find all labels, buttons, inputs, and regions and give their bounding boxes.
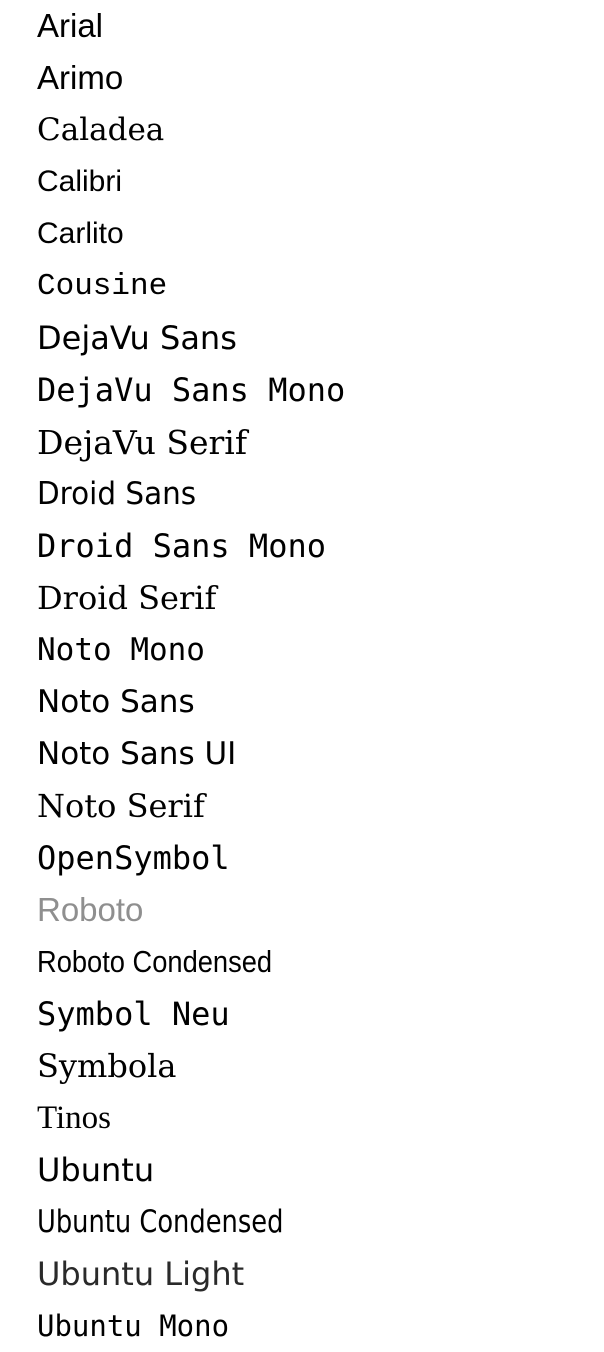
- font-name-arimo: Arimo: [37, 59, 124, 96]
- font-list-item-noto-serif: [0, 780, 604, 832]
- font-list-item-noto-sans-ui: [0, 728, 604, 780]
- font-name-dejavu-sans: DejaVu Sans: [37, 319, 237, 357]
- font-name-ubuntu-mono: Ubuntu Mono: [37, 1309, 230, 1343]
- font-list-item-droid-sans: [0, 468, 604, 520]
- font-name-tinos: Tinos: [37, 1099, 112, 1136]
- font-name-calibri: Calibri: [37, 165, 123, 198]
- font-list-item-opensymbol: [0, 832, 604, 884]
- font-name-noto-sans: Noto Sans: [37, 684, 195, 720]
- font-list-item-ubuntu-light: [0, 1248, 604, 1300]
- font-name-symbol-neu: Symbol Neu: [37, 995, 230, 1033]
- font-list-item-carlito: [0, 208, 604, 260]
- font-list-item-roboto: [0, 884, 604, 936]
- font-name-symbola: Symbola: [37, 1047, 177, 1085]
- font-name-carlito: Carlito: [37, 217, 124, 250]
- font-name-droid-sans-mono: Droid Sans Mono: [37, 527, 326, 565]
- font-list-item-tinos: [0, 1092, 604, 1144]
- font-list-item-calibri: [0, 156, 604, 208]
- font-list-item-noto-mono: [0, 624, 604, 676]
- font-name-dejavu-serif: DejaVu Serif: [37, 422, 248, 462]
- font-list-item-ubuntu-mono: [0, 1300, 604, 1352]
- font-name-droid-serif: Droid Serif: [37, 579, 217, 617]
- font-list-item-caladea: [0, 104, 604, 156]
- font-list-item-dejavu-serif: [0, 416, 604, 468]
- font-name-ubuntu-condensed: Ubuntu Condensed: [37, 1204, 284, 1240]
- font-name-ubuntu-light: Ubuntu Light: [37, 1255, 245, 1293]
- font-name-caladea: Caladea: [37, 112, 165, 148]
- font-name-noto-mono: Noto Mono: [37, 632, 205, 668]
- font-list-item-ubuntu: [0, 1144, 604, 1196]
- font-list-item-cousine: [0, 260, 604, 312]
- font-list-item-droid-sans-mono: [0, 520, 604, 572]
- font-name-noto-serif: Noto Serif: [37, 787, 205, 825]
- font-list-item-roboto-condensed: [0, 936, 604, 988]
- font-name-opensymbol: OpenSymbol: [37, 839, 230, 877]
- font-list-item-droid-serif: [0, 572, 604, 624]
- font-name-cousine: Cousine: [37, 268, 168, 304]
- font-list-item-dejavu-sans-mono: [0, 364, 604, 416]
- font-name-roboto-condensed: Roboto Condensed: [37, 944, 273, 979]
- font-name-droid-sans: Droid Sans: [37, 476, 197, 512]
- font-list-item-dejavu-sans: [0, 312, 604, 364]
- font-list-item-noto-sans: [0, 676, 604, 728]
- font-name-ubuntu: Ubuntu: [37, 1151, 155, 1189]
- font-list-item-arial: [0, 0, 604, 52]
- font-list-item-ubuntu-condensed: [0, 1196, 604, 1248]
- font-list-item-symbola: [0, 1040, 604, 1092]
- font-list-item-arimo: [0, 52, 604, 104]
- font-list-item-symbol-neu: [0, 988, 604, 1040]
- font-name-dejavu-sans-mono: DejaVu Sans Mono: [37, 371, 346, 409]
- font-name-noto-sans-ui: Noto Sans UI: [37, 736, 237, 772]
- font-name-roboto: Roboto: [37, 891, 144, 928]
- font-name-arial: Arial: [37, 7, 104, 44]
